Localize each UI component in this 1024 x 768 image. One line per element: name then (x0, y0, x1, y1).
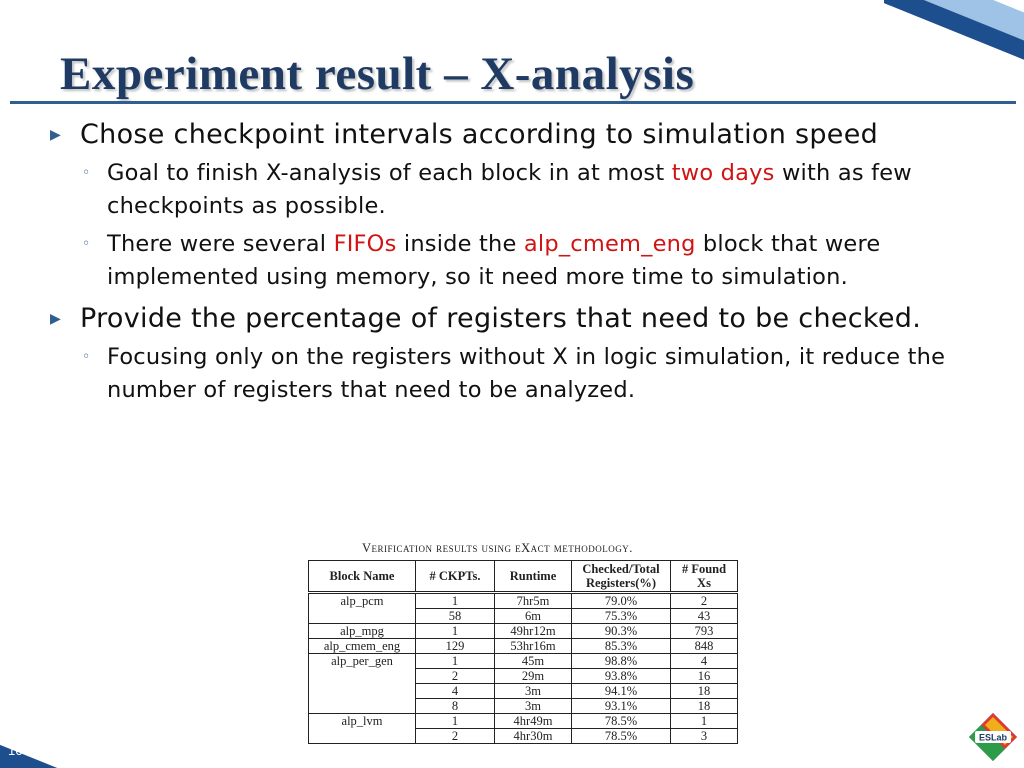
table-cell: 3 (671, 729, 738, 744)
circle-bullet-icon: ◦ (82, 349, 91, 365)
bullet-register-percentage (50, 299, 1000, 339)
table-cell: 2 (671, 593, 738, 609)
table-row (309, 654, 738, 669)
table-cell: 3m (495, 699, 572, 714)
table-row (309, 624, 738, 639)
table-cell: 18 (671, 699, 738, 714)
sub-bullet-text: There were several (107, 231, 334, 257)
bullet-text: Provide the percentage of registers that need to be checked. (80, 303, 922, 334)
header-cell: Runtime (495, 561, 572, 593)
highlight-two-days: two days (671, 160, 775, 186)
block-name-cell: alp_per_gen (309, 654, 416, 714)
table-row (309, 714, 738, 729)
sub-bullet-text: with as few checkpoints as possible. (107, 160, 912, 219)
table-row (309, 593, 738, 609)
table-cell: 18 (671, 684, 738, 699)
sub-bullet-text: block that were implemented using memory, so it need more time to simulation. (107, 231, 881, 290)
corner-decoration-top-right (884, 0, 1024, 60)
table-cell: 6m (495, 609, 572, 624)
bullet-checkpoint-intervals (50, 115, 1000, 155)
header-cell: Block Name (309, 561, 416, 593)
sub-bullet-focusing (82, 341, 1000, 407)
table-cell: 2 (416, 669, 495, 684)
triangle-bullet-icon: ▶ (50, 311, 62, 327)
circle-bullet-icon: ◦ (82, 165, 91, 181)
table-cell: 1 (416, 654, 495, 669)
table-cell: 848 (671, 639, 738, 654)
table-cell: 94.1% (572, 684, 671, 699)
table-cell: 3m (495, 684, 572, 699)
table-cell: 793 (671, 624, 738, 639)
sub-bullet-text: Focusing only on the registers without X in logic simulation, it reduce the number of registers that need to be analyzed. (107, 344, 946, 403)
slide-title: Experiment result – X-analysis (60, 48, 695, 100)
table-cell: 43 (671, 609, 738, 624)
table-cell: 1 (671, 714, 738, 729)
circle-bullet-icon: ◦ (82, 236, 91, 252)
triangle-bullet-icon: ▶ (50, 127, 62, 143)
table-cell: 90.3% (572, 624, 671, 639)
logo-text: ESLab (978, 732, 1008, 743)
table-cell: 1 (416, 624, 495, 639)
header-cell: # CKPTs. (416, 561, 495, 593)
table-cell: 45m (495, 654, 572, 669)
table-cell: 53hr16m (495, 639, 572, 654)
header-cell: # Found Xs (671, 561, 738, 593)
table-cell: 1 (416, 714, 495, 729)
table-cell: 129 (416, 639, 495, 654)
slide-content (50, 115, 1000, 412)
sub-bullet-text: inside the (396, 231, 524, 257)
bullet-text: Chose checkpoint intervals according to simulation speed (80, 119, 879, 150)
table-cell: 4 (671, 654, 738, 669)
table-cell: 79.0% (572, 593, 671, 609)
table-cell: 16 (671, 669, 738, 684)
table-cell: 75.3% (572, 609, 671, 624)
block-name-cell: alp_pcm (309, 593, 416, 624)
table-row (309, 639, 738, 654)
highlight-fifos: FIFOs (333, 231, 397, 257)
table-caption: Verification results using eXact methodology. (362, 541, 633, 555)
table-cell: 78.5% (572, 729, 671, 744)
table-cell: 85.3% (572, 639, 671, 654)
table-cell: 93.8% (572, 669, 671, 684)
table-cell: 4hr49m (495, 714, 572, 729)
table-cell: 93.1% (572, 699, 671, 714)
table-cell: 1 (416, 593, 495, 609)
block-name-cell: alp_mpg (309, 624, 416, 639)
sub-bullet-goal (82, 157, 1000, 223)
slide-number: 16 (8, 743, 23, 758)
eslab-logo (968, 712, 1018, 762)
table-cell: 98.8% (572, 654, 671, 669)
sub-bullet-text: Goal to finish X-analysis of each block in at most (107, 160, 672, 186)
table-cell: 29m (495, 669, 572, 684)
block-name-cell: alp_lvm (309, 714, 416, 744)
table-cell: 78.5% (572, 714, 671, 729)
table-cell: 4hr30m (495, 729, 572, 744)
highlight-block-name: alp_cmem_eng (523, 231, 696, 257)
table-cell: 2 (416, 729, 495, 744)
table-cell: 7hr5m (495, 593, 572, 609)
sub-bullet-fifos (82, 228, 1000, 294)
table-cell: 4 (416, 684, 495, 699)
table-cell: 49hr12m (495, 624, 572, 639)
table-header-row (309, 561, 738, 593)
corner-decoration-bottom-left (0, 708, 140, 768)
table-cell: 58 (416, 609, 495, 624)
results-table (308, 560, 738, 744)
block-name-cell: alp_cmem_eng (309, 639, 416, 654)
header-cell: Checked/Total Registers(%) (572, 561, 671, 593)
title-underline (10, 101, 1016, 104)
table-cell: 8 (416, 699, 495, 714)
